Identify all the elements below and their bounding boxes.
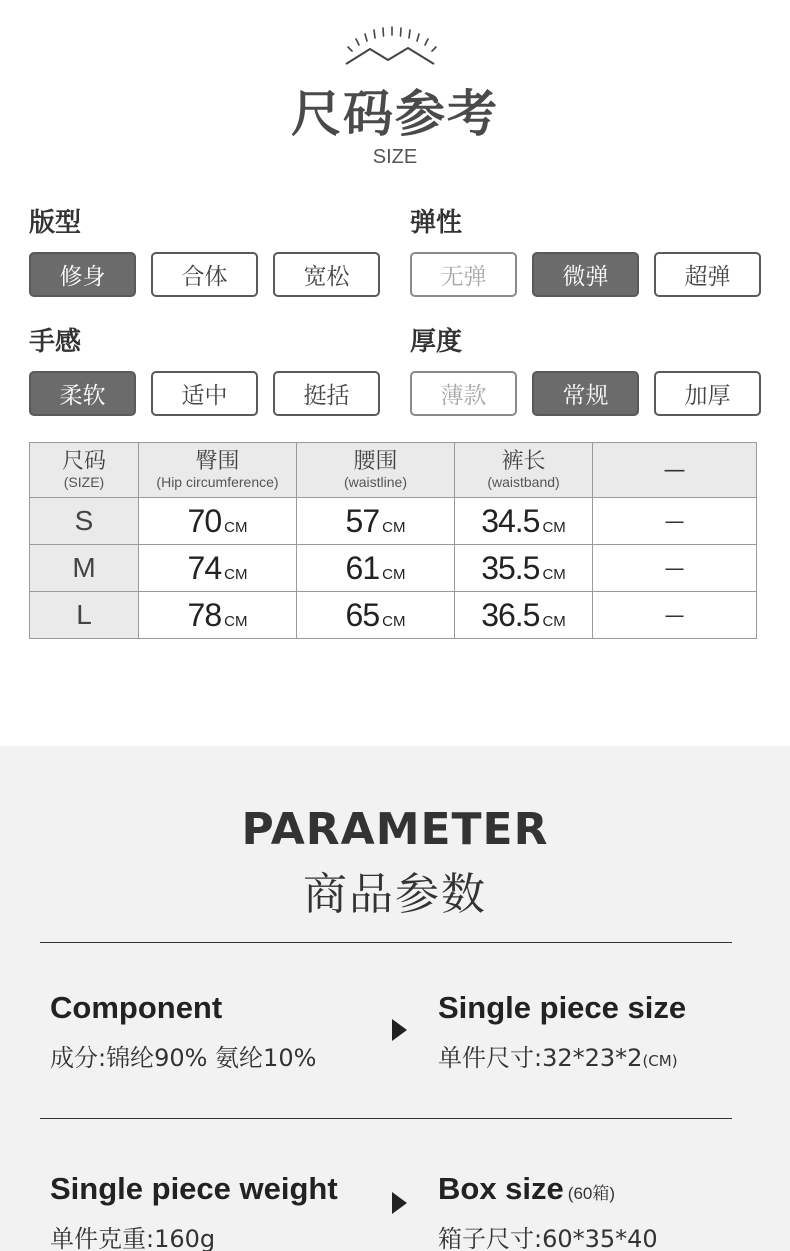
header-hip: 臀围 (Hip circumference) bbox=[139, 443, 297, 498]
chip-thickness-thin[interactable]: 薄款 bbox=[410, 371, 517, 416]
chip-elastic-slight[interactable]: 微弹 bbox=[532, 252, 639, 297]
size-cell: M bbox=[30, 545, 139, 592]
extra-cell: — bbox=[593, 498, 757, 545]
group-title: 弹性 bbox=[410, 208, 463, 238]
header-extra: — bbox=[593, 443, 757, 498]
waist-cell: 65 CM bbox=[297, 592, 455, 639]
param-label: Box size (60箱) bbox=[438, 1171, 616, 1206]
chip-fit-regular[interactable]: 合体 bbox=[151, 252, 258, 297]
chip-fit-slim[interactable]: 修身 bbox=[29, 252, 136, 297]
length-cell: 36.5 CM bbox=[455, 592, 593, 639]
param-piece-weight bbox=[50, 1171, 338, 1251]
group-fit bbox=[29, 208, 389, 297]
parameter-title-en: PARAMETER bbox=[241, 804, 549, 855]
size-cell: S bbox=[30, 498, 139, 545]
table-row bbox=[30, 545, 757, 592]
sunrise-icon bbox=[340, 22, 440, 70]
divider bbox=[40, 942, 732, 943]
chip-thickness-regular[interactable]: 常规 bbox=[532, 371, 639, 416]
param-value: 成分:锦纶90% 氨纶10% bbox=[50, 1044, 317, 1072]
extra-cell: — bbox=[593, 592, 757, 639]
waist-cell: 61 CM bbox=[297, 545, 455, 592]
hip-cell: 74 CM bbox=[139, 545, 297, 592]
size-subtitle: SIZE bbox=[372, 146, 418, 168]
param-box-size bbox=[438, 1171, 658, 1251]
waist-cell: 57 CM bbox=[297, 498, 455, 545]
group-title: 版型 bbox=[29, 208, 82, 238]
group-title: 厚度 bbox=[410, 327, 463, 357]
parameter-section bbox=[0, 746, 790, 1251]
param-component bbox=[50, 990, 316, 1073]
length-cell: 34.5 CM bbox=[455, 498, 593, 545]
param-label: Single piece weight bbox=[50, 1171, 338, 1206]
param-value: 箱子尺寸:60*35*40 bbox=[438, 1225, 658, 1251]
table-row bbox=[30, 498, 757, 545]
arrow-right-icon bbox=[392, 1192, 407, 1214]
extra-cell: — bbox=[593, 545, 757, 592]
size-header bbox=[0, 0, 790, 190]
chip-elastic-none[interactable]: 无弹 bbox=[410, 252, 517, 297]
hip-cell: 70 CM bbox=[139, 498, 297, 545]
group-elasticity bbox=[410, 208, 770, 297]
chip-thickness-thick[interactable]: 加厚 bbox=[654, 371, 761, 416]
size-cell: L bbox=[30, 592, 139, 639]
group-title: 手感 bbox=[29, 327, 82, 357]
group-feel bbox=[29, 327, 389, 416]
table-row bbox=[30, 592, 757, 639]
param-label: Component bbox=[50, 990, 223, 1025]
header-waist: 腰围 (waistline) bbox=[297, 443, 455, 498]
chip-feel-soft[interactable]: 柔软 bbox=[29, 371, 136, 416]
header-length: 裤长 (waistband) bbox=[455, 443, 593, 498]
param-piece-size bbox=[438, 990, 686, 1073]
chip-feel-stiff[interactable]: 挺括 bbox=[273, 371, 380, 416]
arrow-right-icon bbox=[392, 1019, 407, 1041]
header-size: 尺码 (SIZE) bbox=[30, 443, 139, 498]
parameter-title-cn: 商品参数 bbox=[303, 869, 487, 920]
length-cell: 35.5 CM bbox=[455, 545, 593, 592]
size-table bbox=[29, 442, 757, 639]
divider bbox=[40, 1118, 732, 1119]
param-value: 单件克重:160g bbox=[50, 1225, 216, 1251]
chip-feel-medium[interactable]: 适中 bbox=[151, 371, 258, 416]
param-label: Single piece size bbox=[438, 990, 687, 1025]
size-title: 尺码参考 bbox=[291, 85, 499, 143]
chip-elastic-super[interactable]: 超弹 bbox=[654, 252, 761, 297]
param-value: 单件尺寸:32*23*2(CM) bbox=[438, 1044, 678, 1072]
hip-cell: 78 CM bbox=[139, 592, 297, 639]
table-header-row bbox=[30, 443, 757, 498]
group-thickness bbox=[410, 327, 770, 416]
chip-fit-loose[interactable]: 宽松 bbox=[273, 252, 380, 297]
